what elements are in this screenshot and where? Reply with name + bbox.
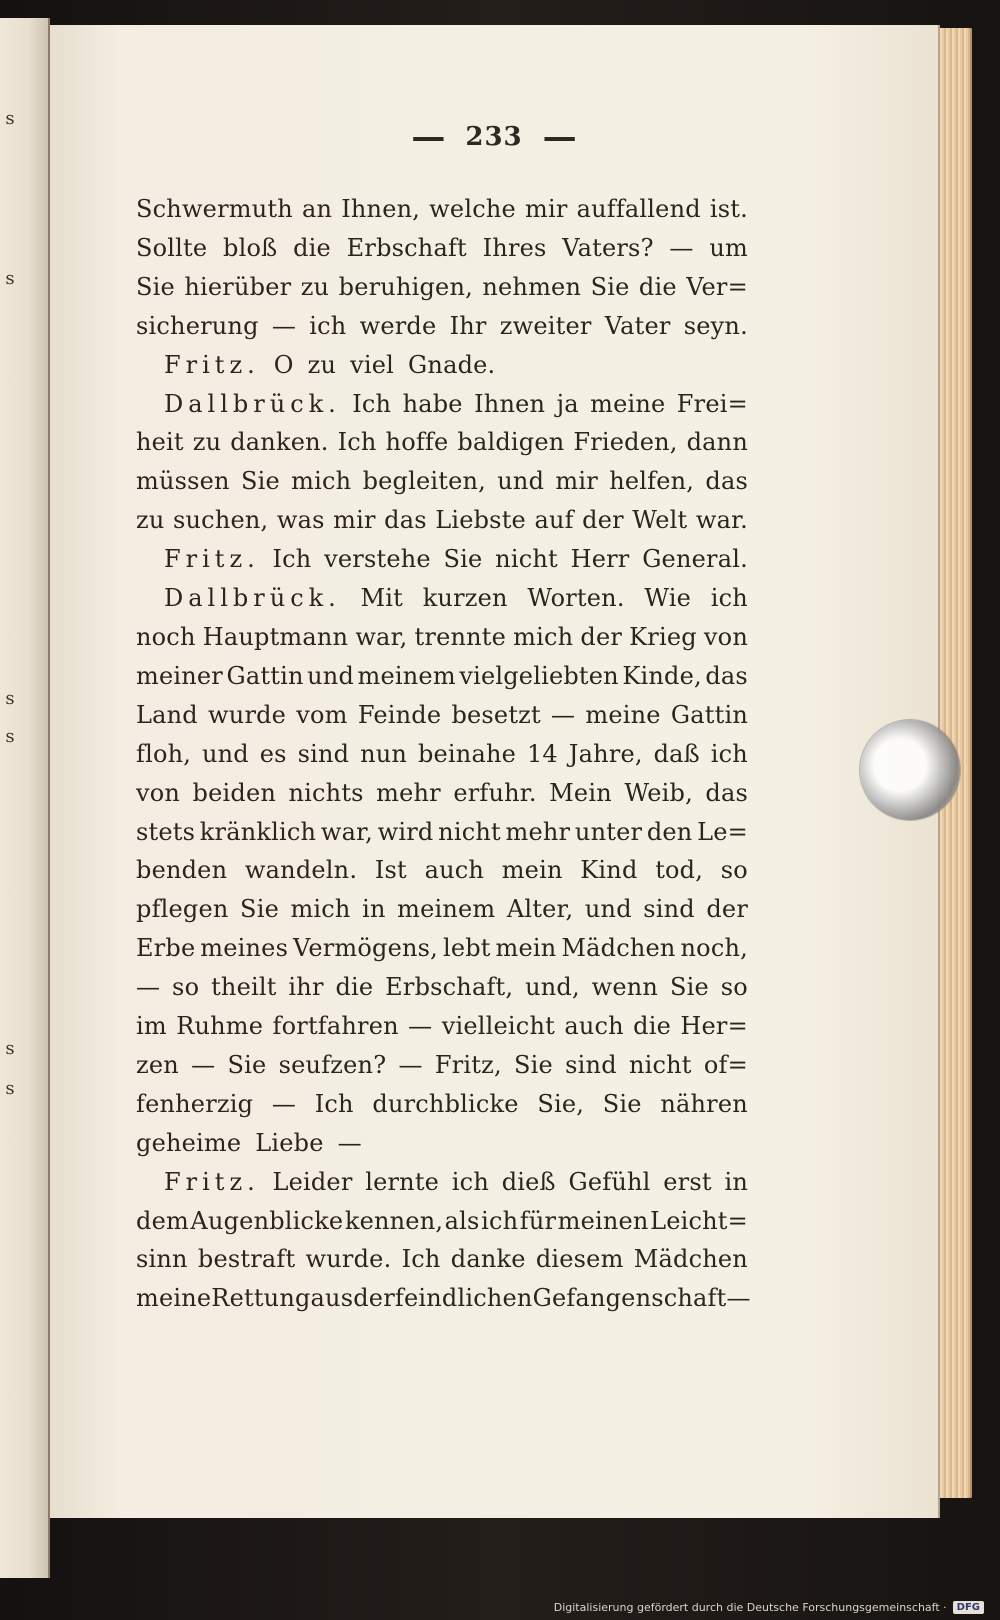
word: —	[271, 1089, 297, 1118]
word: viel	[350, 350, 395, 379]
word: tod,	[655, 856, 704, 885]
word: seufzen?	[278, 1050, 387, 1079]
text-line	[136, 618, 748, 657]
text-line	[136, 1124, 748, 1163]
word: dieß	[501, 1167, 556, 1196]
word: geheime	[136, 1128, 242, 1157]
word: und	[201, 739, 249, 768]
word: kennen,	[344, 1206, 444, 1235]
word: —	[408, 1012, 433, 1041]
text-line	[136, 190, 748, 229]
word: lebt	[442, 934, 491, 963]
word: verstehe	[324, 545, 431, 574]
word: danke	[450, 1245, 526, 1274]
word: die	[335, 973, 374, 1002]
left-page-fragment: s	[5, 726, 15, 747]
word: meinen	[557, 1206, 649, 1235]
word: Ihr	[449, 311, 487, 340]
word: Wie	[644, 584, 692, 613]
footer-text: Digitalisierung gefördert durch die Deutsche Forschungsgemeinschaft ·	[553, 1601, 947, 1614]
word: von	[703, 622, 748, 651]
word: Sie	[590, 272, 630, 301]
word: Ich	[314, 1089, 354, 1118]
word: Land	[136, 700, 198, 729]
word: Herr	[570, 545, 630, 574]
word: wurde	[208, 700, 287, 729]
word: mein	[501, 856, 563, 885]
word: vielgeliebten	[459, 661, 619, 690]
word: meinem	[397, 895, 496, 924]
left-page-edge	[0, 18, 50, 1578]
word: meiner	[136, 661, 223, 690]
word: helfen,	[609, 467, 695, 496]
word: mir	[524, 195, 568, 223]
word: hoffe	[385, 428, 449, 457]
word: an	[301, 195, 333, 223]
text-line	[136, 1240, 748, 1279]
word: der	[580, 622, 623, 651]
word: das	[705, 661, 748, 690]
word: den	[646, 817, 693, 846]
dfg-logo: DFG	[953, 1601, 984, 1614]
word: Mein	[549, 778, 612, 807]
word: zen	[136, 1050, 179, 1079]
word: beinahe	[417, 739, 517, 768]
text-line	[136, 657, 748, 696]
word: auf	[534, 506, 574, 535]
word: danken.	[230, 428, 329, 457]
left-page-fragment: s	[5, 268, 15, 289]
word: auch	[564, 1012, 624, 1041]
word: Kinde,	[622, 661, 702, 690]
word: Ich	[272, 545, 312, 574]
word: zu	[300, 272, 330, 301]
word: ihr	[288, 973, 324, 1002]
word: wurde.	[305, 1245, 392, 1274]
word: Welt	[632, 506, 688, 535]
word: und,	[525, 973, 580, 1002]
word: habe	[402, 389, 463, 418]
word: Kind	[580, 856, 638, 885]
word: meine	[585, 700, 661, 729]
word: Vaters?	[562, 233, 654, 262]
word: Fritz.	[164, 350, 260, 379]
page-number: 233	[465, 122, 523, 152]
word: der	[706, 895, 748, 924]
word: so	[172, 973, 200, 1002]
word: Mädchen	[633, 1245, 748, 1274]
word: in	[724, 1167, 748, 1196]
word: Liebste	[435, 506, 526, 535]
word: sicherung	[136, 311, 259, 340]
text-line	[136, 501, 748, 540]
word: Sie	[240, 895, 279, 924]
word: im	[136, 1012, 167, 1041]
word: sind	[565, 1050, 617, 1079]
word: —	[271, 311, 297, 340]
word: kurzen	[422, 584, 508, 613]
word: sind	[643, 895, 695, 924]
word: Ist	[374, 856, 407, 885]
word: —	[136, 973, 161, 1002]
word: meinem	[357, 661, 456, 690]
word: fortfahren	[272, 1012, 399, 1041]
word: ist.	[709, 195, 748, 223]
word: das	[384, 506, 427, 535]
word: mein	[495, 934, 557, 963]
word: Her=	[680, 1012, 748, 1041]
text-line	[136, 307, 748, 346]
header-dash-left: —	[411, 117, 446, 157]
word: und	[307, 661, 355, 690]
word: Ich	[401, 1245, 441, 1274]
word: Liebe	[255, 1128, 324, 1157]
word: Fritz,	[434, 1050, 502, 1079]
book-page	[50, 25, 938, 1518]
word: lernte	[365, 1167, 440, 1196]
word: Erbschaft,	[385, 973, 514, 1002]
word: Ihres	[482, 233, 547, 262]
text-line	[136, 735, 748, 774]
word: von	[136, 778, 181, 807]
word: die	[638, 272, 677, 301]
word: Weib,	[624, 778, 693, 807]
word: der	[353, 1284, 395, 1313]
word: Hauptmann	[202, 622, 349, 651]
word: unter	[574, 817, 643, 846]
word: trennte	[414, 622, 507, 651]
word: Sie	[602, 1089, 642, 1118]
word: Frieden,	[573, 428, 678, 457]
word: nehmen	[482, 272, 582, 301]
word: so	[720, 973, 748, 1002]
word: werde	[359, 311, 437, 340]
word: der	[582, 506, 624, 535]
text-line	[136, 813, 748, 852]
word: Rettung	[211, 1284, 311, 1313]
word: wird	[377, 817, 434, 846]
word: stets	[136, 817, 196, 846]
word: zu	[192, 428, 222, 457]
word: floh,	[136, 739, 192, 768]
word: 14	[526, 739, 558, 768]
word: ich	[710, 739, 748, 768]
word: war,	[355, 622, 408, 651]
word: in	[362, 895, 386, 924]
word: erst	[663, 1167, 712, 1196]
text-line	[136, 462, 748, 501]
text-line	[136, 851, 748, 890]
word: nun	[360, 739, 408, 768]
word: noch	[136, 622, 196, 651]
word: zu	[307, 350, 337, 379]
word: Ruhme	[176, 1012, 264, 1041]
text-line	[136, 385, 748, 424]
word: Fritz.	[164, 545, 260, 574]
word: Ich	[337, 428, 377, 457]
word: nicht	[628, 1050, 692, 1079]
word: das	[705, 467, 748, 496]
word: Worten.	[527, 584, 625, 613]
word: —	[191, 1050, 216, 1079]
magnifier-clip	[860, 720, 960, 820]
word: mich	[513, 622, 574, 651]
word: mich	[290, 895, 351, 924]
word: daß	[653, 739, 700, 768]
word: beiden	[192, 778, 277, 807]
word: Vater	[604, 311, 671, 340]
word: Gefühl	[568, 1167, 651, 1196]
text-line	[136, 890, 748, 929]
word: dann	[686, 428, 748, 457]
text-line	[136, 1007, 748, 1046]
word: —	[398, 1050, 423, 1079]
word: vom	[296, 700, 348, 729]
text-line	[136, 1085, 748, 1124]
word: dem	[136, 1206, 189, 1235]
word: heit	[136, 428, 184, 457]
page-header	[50, 117, 938, 157]
left-page-fragment: s	[5, 1078, 15, 1099]
word: meines	[200, 934, 289, 963]
text-line	[136, 929, 748, 968]
word: of=	[703, 1050, 748, 1079]
header-dash-right: —	[542, 117, 577, 157]
text-line	[136, 229, 748, 268]
word: war,	[320, 817, 373, 846]
word: Sie	[240, 467, 280, 496]
word: meine	[590, 389, 666, 418]
word: Sie,	[537, 1089, 585, 1118]
word: für	[519, 1206, 557, 1235]
text-line	[136, 696, 748, 735]
word: fenherzig	[136, 1089, 254, 1118]
text-line	[136, 423, 748, 462]
word: Leider	[272, 1167, 353, 1196]
word: wandeln.	[244, 856, 358, 885]
word: Mädchen	[561, 934, 676, 963]
text-line	[136, 579, 748, 618]
word: was	[276, 506, 325, 535]
word: es	[259, 739, 287, 768]
word: auch	[424, 856, 485, 885]
word: aus	[310, 1284, 354, 1313]
left-page-fragment: s	[5, 1038, 15, 1059]
word: seyn.	[683, 311, 748, 340]
word: so	[720, 856, 748, 885]
word: Le=	[697, 817, 748, 846]
word: zu	[136, 506, 165, 535]
word: Sie	[443, 545, 483, 574]
word: Sie	[136, 272, 175, 301]
text-line	[136, 1046, 748, 1085]
word: begleiten,	[362, 467, 486, 496]
word: mehr	[376, 778, 441, 807]
word: Fritz.	[164, 1167, 260, 1196]
word: und	[497, 467, 545, 496]
text-line	[136, 774, 748, 813]
word: sind	[297, 739, 350, 768]
text-line	[136, 268, 748, 307]
word: baldigen	[457, 428, 565, 457]
word: sinn	[136, 1245, 188, 1274]
text-line	[136, 346, 748, 385]
text-line	[136, 1202, 748, 1241]
word: auffallend	[576, 195, 701, 223]
word: noch,	[680, 934, 748, 963]
word: pflegen	[136, 895, 229, 924]
word: —	[551, 700, 576, 729]
word: nicht	[495, 545, 558, 574]
word: O	[273, 350, 294, 379]
word: ja	[556, 389, 579, 418]
word: vielleicht	[441, 1012, 555, 1041]
word: benden	[136, 856, 228, 885]
word: Dallbrück.	[164, 584, 341, 613]
word: Sollte	[136, 233, 208, 262]
word: Mit	[360, 584, 403, 613]
word: nähren	[660, 1089, 748, 1118]
left-page-fragment: s	[5, 108, 15, 129]
word: Dallbrück.	[164, 389, 341, 418]
word: Gattin	[226, 661, 304, 690]
word: wenn	[591, 973, 659, 1002]
word: mir	[333, 506, 376, 535]
footer	[554, 1601, 984, 1614]
word: nicht	[438, 817, 501, 846]
word: welche	[429, 195, 516, 223]
word: Sie	[514, 1050, 553, 1079]
word: Ich	[352, 389, 392, 418]
word: Gattin	[670, 700, 748, 729]
word: Krieg	[629, 622, 697, 651]
word: ich	[481, 1206, 519, 1235]
word: das	[705, 778, 748, 807]
word: Gnade.	[408, 350, 496, 379]
left-page-fragment: s	[5, 688, 15, 709]
word: Vermögens,	[293, 934, 439, 963]
word: mehr	[505, 817, 571, 846]
word: besetzt	[451, 700, 541, 729]
word: General.	[642, 545, 748, 574]
text-line	[136, 1279, 751, 1318]
word: kränklich	[199, 817, 317, 846]
word: ich	[710, 584, 748, 613]
word: mich	[291, 467, 352, 496]
word: Schwermuth	[136, 195, 293, 223]
text-line	[136, 968, 748, 1007]
word: Ver=	[686, 272, 748, 301]
word: Sie	[669, 973, 709, 1002]
word: erfuhr.	[453, 778, 537, 807]
word: um	[709, 233, 748, 262]
text-line	[136, 1163, 748, 1202]
word: Ihnen	[474, 389, 546, 418]
word: Jahre,	[568, 739, 643, 768]
page-text	[136, 190, 751, 1318]
word: Gefangenschaft	[532, 1284, 727, 1313]
word: diesem	[535, 1245, 624, 1274]
word: ich	[309, 311, 347, 340]
word: bestraft	[197, 1245, 296, 1274]
word: zweiter	[499, 311, 592, 340]
word: Sie	[227, 1050, 267, 1079]
word: Ihnen,	[341, 195, 421, 223]
word: und	[584, 895, 632, 924]
word: feindlichen	[394, 1284, 533, 1313]
word: müssen	[136, 467, 230, 496]
word: bloß	[223, 233, 278, 262]
word: die	[633, 1012, 672, 1041]
word: meine	[136, 1284, 212, 1313]
word: —	[669, 233, 694, 262]
word: die	[293, 233, 331, 262]
word: —	[337, 1128, 362, 1157]
word: theilt	[211, 973, 277, 1002]
word: mir	[555, 467, 598, 496]
word: Alter,	[506, 895, 574, 924]
word: nichts	[288, 778, 364, 807]
word: Frei=	[676, 389, 748, 418]
word: war.	[695, 506, 748, 535]
word: suchen,	[173, 506, 269, 535]
word: Feinde	[357, 700, 442, 729]
word: durchblicke	[372, 1089, 519, 1118]
word: ich	[451, 1167, 489, 1196]
word: Augenblicke	[190, 1206, 344, 1235]
word: Erbe	[136, 934, 196, 963]
word: —	[726, 1284, 751, 1313]
word: Erbschaft	[346, 233, 467, 262]
word: Leicht=	[650, 1206, 748, 1235]
word: beruhigen,	[338, 272, 473, 301]
word: als	[444, 1206, 480, 1235]
word: hierüber	[184, 272, 292, 301]
text-line	[136, 540, 748, 579]
